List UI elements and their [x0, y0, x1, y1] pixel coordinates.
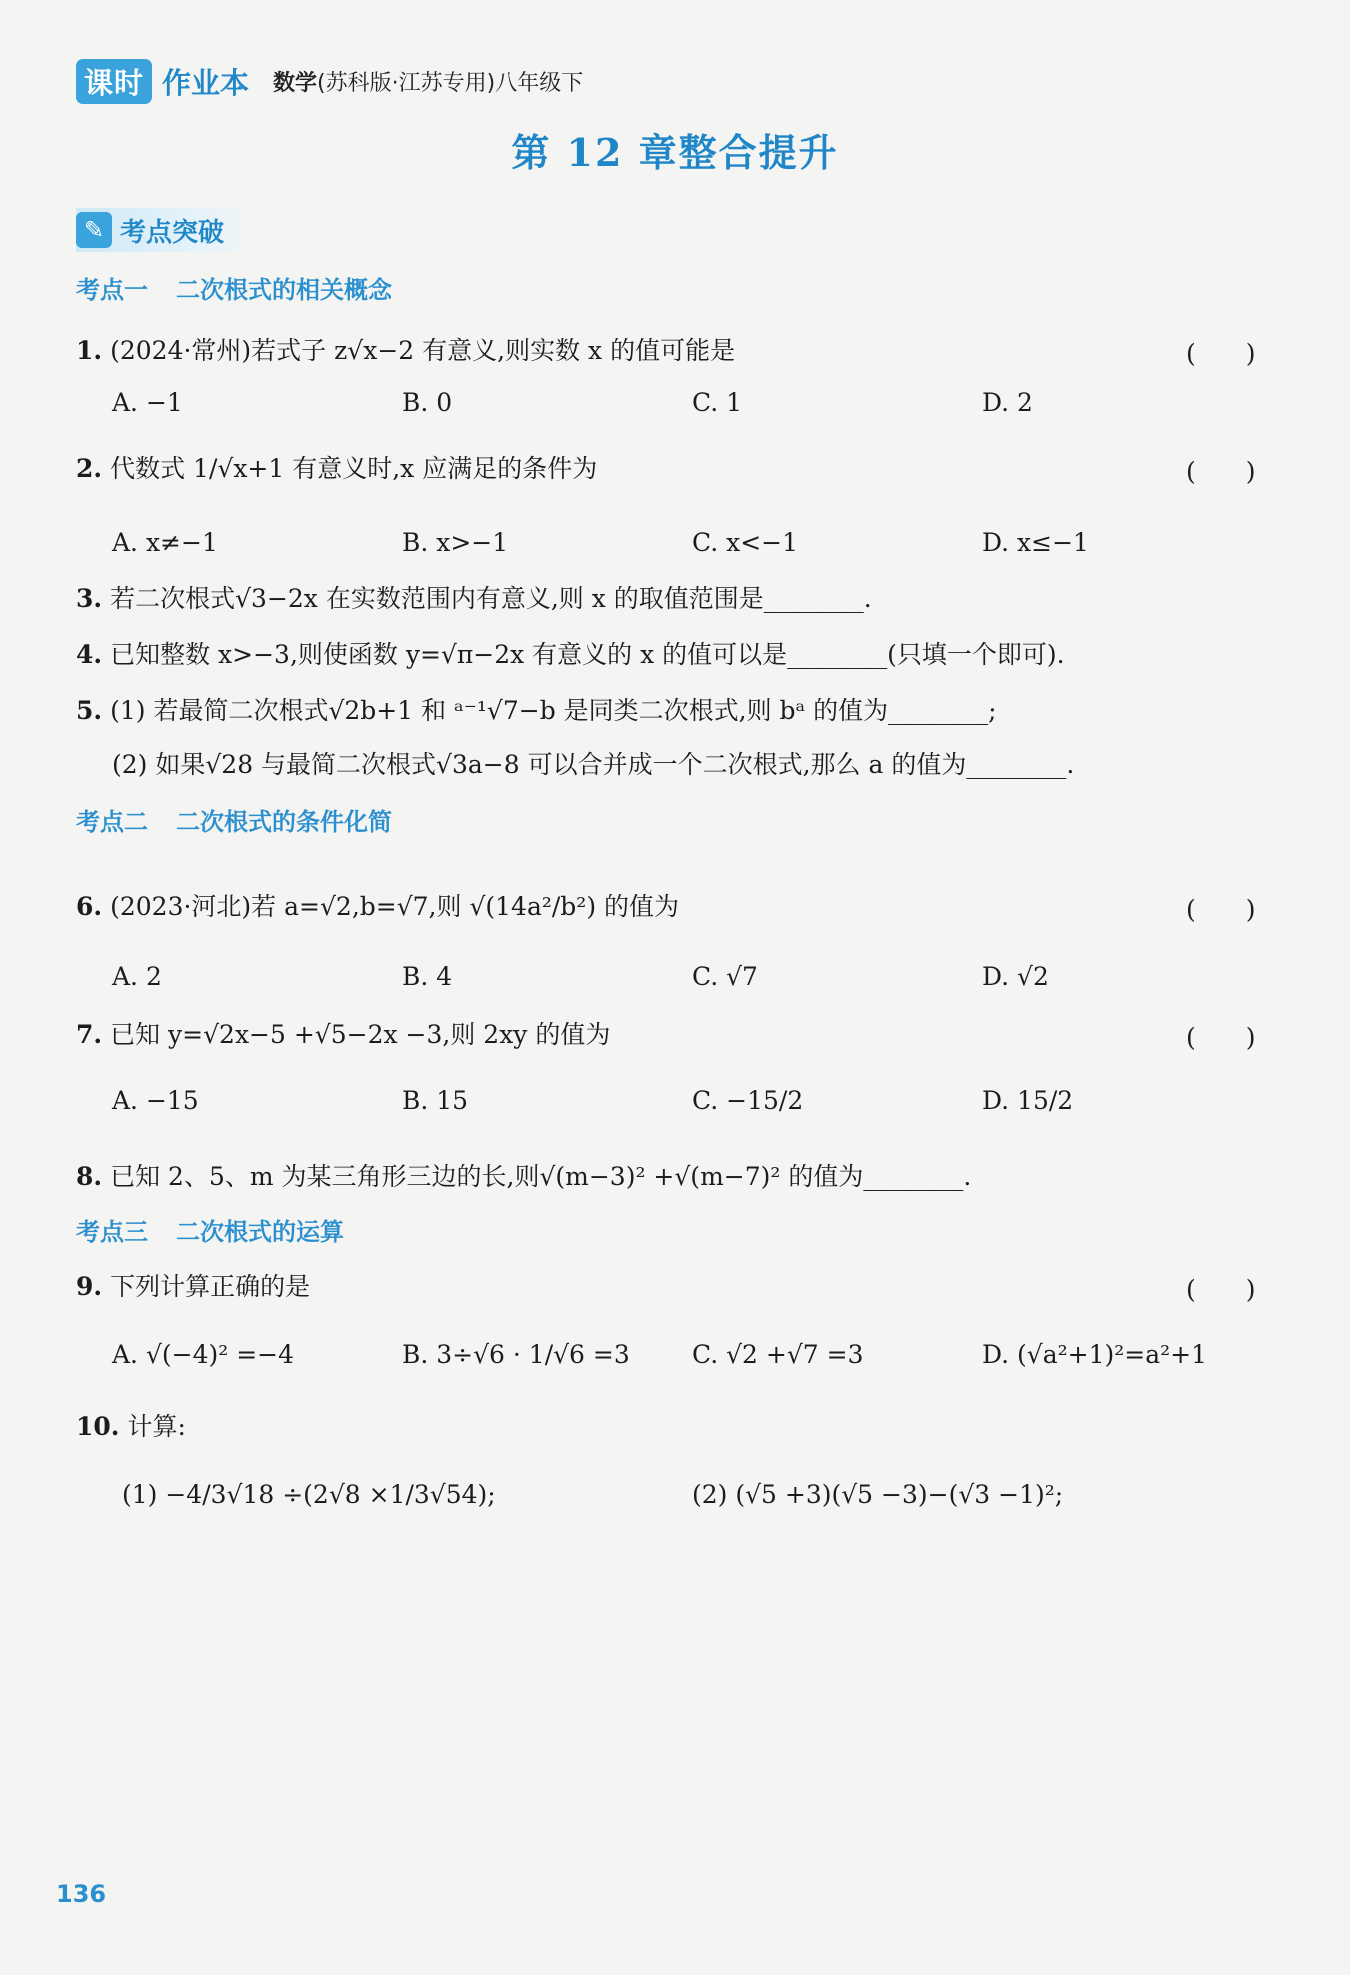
option-a: A. −1 [112, 388, 183, 417]
question-number: 8. [76, 1162, 103, 1191]
logo-box: 课时 [76, 59, 152, 104]
option-b: B. 15 [402, 1086, 469, 1115]
option-b: B. 3÷√6 · 1/√6 =3 [402, 1340, 630, 1369]
topic-number: 考点三 [76, 1218, 148, 1246]
option-b: B. x>−1 [402, 528, 509, 557]
question-text: 已知 y=√2x−5 +√5−2x −3,则 2xy 的值为 [110, 1020, 611, 1049]
question-text: 若二次根式√3−2x 在实数范围内有意义,则 x 的取值范围是________. [110, 584, 872, 613]
option-c: C. −15/2 [692, 1086, 804, 1115]
topic-number: 考点一 [76, 276, 148, 304]
question-3 [76, 582, 872, 616]
question-text: 计算: [127, 1412, 186, 1441]
section-title: 考点突破 [120, 217, 225, 248]
pencil-note-icon: ✎ [76, 212, 112, 248]
book-header [76, 58, 583, 104]
question-7 [76, 1018, 610, 1052]
option-c: C. √2 +√7 =3 [692, 1340, 864, 1369]
chapter-title: 第 12 章整合提升 [511, 130, 839, 175]
question-number: 7. [76, 1020, 103, 1049]
option-c: C. x<−1 [692, 528, 799, 557]
option-c: C. 1 [692, 388, 743, 417]
question-4 [76, 638, 1065, 672]
section-banner [76, 208, 254, 252]
option-a: A. −15 [112, 1086, 199, 1115]
question-10-part-1: (1) −4/3√18 ÷(2√8 ×1/3√54); [122, 1480, 496, 1509]
question-1 [76, 334, 735, 368]
question-number: 3. [76, 584, 103, 613]
option-b: B. 4 [402, 962, 453, 991]
question-text: (2023·河北)若 a=√2,b=√7,则 √(14a²/b²) 的值为 [110, 892, 680, 921]
topic-title: 二次根式的相关概念 [176, 276, 392, 304]
option-d: D. 2 [982, 388, 1033, 417]
question-10-part-2: (2) (√5 +3)(√5 −3)−(√3 −1)²; [692, 1480, 1064, 1509]
option-a: A. √(−4)² =−4 [112, 1340, 295, 1369]
question-text: (1) 若最简二次根式√2b+1 和 ᵃ⁻¹√7−b 是同类二次根式,则 bᵃ 的值为________; [110, 696, 997, 725]
question-number: 1. [76, 336, 103, 365]
question-10 [76, 1410, 186, 1444]
answer-paren: ( ) [1186, 457, 1256, 486]
question-text: 代数式 1/√x+1 有意义时,x 应满足的条件为 [110, 454, 598, 483]
option-d: D. 15/2 [982, 1086, 1074, 1115]
question-5-part-2: (2) 如果√28 与最简二次根式√3a−8 可以合并成一个二次根式,那么 a 的值为________. [112, 750, 1075, 779]
question-text: 下列计算正确的是 [110, 1272, 311, 1301]
subject: 数学 [273, 70, 318, 96]
option-a: A. 2 [112, 962, 162, 991]
topic-heading-1 [76, 270, 392, 305]
question-9 [76, 1270, 310, 1304]
question-number: 2. [76, 454, 103, 483]
question-number: 10. [76, 1412, 120, 1441]
topic-heading-3 [76, 1212, 344, 1247]
option-d: D. √2 [982, 962, 1049, 991]
option-c: C. √7 [692, 962, 758, 991]
edition: (苏科版·江苏专用)八年级下 [317, 70, 584, 96]
question-number: 9. [76, 1272, 103, 1301]
book-subtitle [273, 66, 583, 97]
question-text: 已知整数 x>−3,则使函数 y=√π−2x 有意义的 x 的值可以是________(只填一个即可). [110, 640, 1065, 669]
question-number: 5. [76, 696, 103, 725]
question-2 [76, 452, 597, 486]
answer-paren: ( ) [1186, 1275, 1256, 1304]
topic-number: 考点二 [76, 808, 148, 836]
option-b: B. 0 [402, 388, 453, 417]
option-d: D. (√a²+1)²=a²+1 [982, 1340, 1208, 1369]
question-number: 6. [76, 892, 103, 921]
question-6 [76, 890, 679, 924]
topic-heading-2 [76, 802, 392, 837]
question-8 [76, 1160, 971, 1194]
option-d: D. x≤−1 [982, 528, 1089, 557]
answer-paren: ( ) [1186, 1023, 1256, 1052]
answer-paren: ( ) [1186, 339, 1256, 368]
topic-title: 二次根式的条件化简 [176, 808, 392, 836]
topic-title: 二次根式的运算 [176, 1218, 344, 1246]
question-text: (2024·常州)若式子 z√x−2 有意义,则实数 x 的值可能是 [110, 336, 736, 365]
option-a: A. x≠−1 [112, 528, 218, 557]
answer-paren: ( ) [1186, 895, 1256, 924]
logo-text: 作业本 [162, 65, 250, 100]
question-text: 已知 2、5、m 为某三角形三边的长,则√(m−3)² +√(m−7)² 的值为________. [110, 1162, 972, 1191]
page-number: 136 [56, 1880, 107, 1908]
question-number: 4. [76, 640, 103, 669]
question-5 [76, 694, 997, 728]
